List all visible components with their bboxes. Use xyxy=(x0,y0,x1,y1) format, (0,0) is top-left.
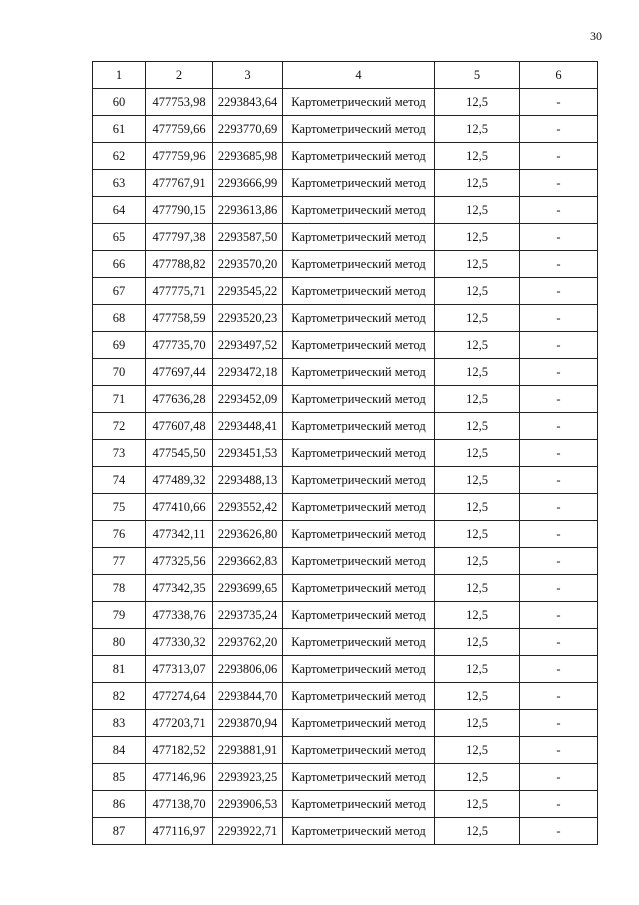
x-coordinate-cell: 477410,66 xyxy=(146,494,213,521)
note-cell: - xyxy=(520,548,598,575)
x-coordinate-cell: 477342,11 xyxy=(146,521,213,548)
note-cell: - xyxy=(520,89,598,116)
accuracy-cell: 12,5 xyxy=(435,656,520,683)
x-coordinate-cell: 477203,71 xyxy=(146,710,213,737)
point-number-cell: 76 xyxy=(93,521,146,548)
note-cell: - xyxy=(520,710,598,737)
point-number-cell: 69 xyxy=(93,332,146,359)
method-cell: Картометрический метод xyxy=(283,440,435,467)
y-coordinate-cell: 2293451,53 xyxy=(213,440,283,467)
x-coordinate-cell: 477338,76 xyxy=(146,602,213,629)
table-row xyxy=(93,197,598,224)
x-coordinate-cell: 477325,56 xyxy=(146,548,213,575)
method-cell: Картометрический метод xyxy=(283,764,435,791)
x-coordinate-cell: 477767,91 xyxy=(146,170,213,197)
page-number: 30 xyxy=(590,29,602,43)
x-coordinate-cell: 477735,70 xyxy=(146,332,213,359)
note-cell: - xyxy=(520,305,598,332)
y-coordinate-cell: 2293520,23 xyxy=(213,305,283,332)
y-coordinate-cell: 2293699,65 xyxy=(213,575,283,602)
x-coordinate-cell: 477146,96 xyxy=(146,764,213,791)
x-coordinate-cell: 477545,50 xyxy=(146,440,213,467)
note-cell: - xyxy=(520,251,598,278)
accuracy-cell: 12,5 xyxy=(435,602,520,629)
note-cell: - xyxy=(520,116,598,143)
point-number-cell: 72 xyxy=(93,413,146,440)
point-number-cell: 67 xyxy=(93,278,146,305)
method-cell: Картометрический метод xyxy=(283,332,435,359)
note-cell: - xyxy=(520,467,598,494)
y-coordinate-cell: 2293685,98 xyxy=(213,143,283,170)
header-cell-3: 3 xyxy=(213,62,283,89)
table-row xyxy=(93,629,598,656)
accuracy-cell: 12,5 xyxy=(435,575,520,602)
table-row xyxy=(93,521,598,548)
table-row xyxy=(93,89,598,116)
method-cell: Картометрический метод xyxy=(283,683,435,710)
x-coordinate-cell: 477775,71 xyxy=(146,278,213,305)
method-cell: Картометрический метод xyxy=(283,278,435,305)
accuracy-cell: 12,5 xyxy=(435,548,520,575)
point-number-cell: 60 xyxy=(93,89,146,116)
point-number-cell: 66 xyxy=(93,251,146,278)
y-coordinate-cell: 2293666,99 xyxy=(213,170,283,197)
point-number-cell: 74 xyxy=(93,467,146,494)
table-row xyxy=(93,143,598,170)
note-cell: - xyxy=(520,494,598,521)
note-cell: - xyxy=(520,521,598,548)
method-cell: Картометрический метод xyxy=(283,818,435,845)
method-cell: Картометрический метод xyxy=(283,548,435,575)
method-cell: Картометрический метод xyxy=(283,197,435,224)
y-coordinate-cell: 2293844,70 xyxy=(213,683,283,710)
table-row xyxy=(93,494,598,521)
x-coordinate-cell: 477182,52 xyxy=(146,737,213,764)
table-row xyxy=(93,116,598,143)
note-cell: - xyxy=(520,602,598,629)
x-coordinate-cell: 477788,82 xyxy=(146,251,213,278)
y-coordinate-cell: 2293488,13 xyxy=(213,467,283,494)
point-number-cell: 85 xyxy=(93,764,146,791)
point-number-cell: 86 xyxy=(93,791,146,818)
x-coordinate-cell: 477607,48 xyxy=(146,413,213,440)
accuracy-cell: 12,5 xyxy=(435,494,520,521)
accuracy-cell: 12,5 xyxy=(435,818,520,845)
table-row xyxy=(93,440,598,467)
point-number-cell: 87 xyxy=(93,818,146,845)
y-coordinate-cell: 2293870,94 xyxy=(213,710,283,737)
header-cell-6: 6 xyxy=(520,62,598,89)
point-number-cell: 70 xyxy=(93,359,146,386)
table-row xyxy=(93,467,598,494)
method-cell: Картометрический метод xyxy=(283,521,435,548)
table-row xyxy=(93,386,598,413)
accuracy-cell: 12,5 xyxy=(435,467,520,494)
accuracy-cell: 12,5 xyxy=(435,251,520,278)
method-cell: Картометрический метод xyxy=(283,494,435,521)
x-coordinate-cell: 477759,96 xyxy=(146,143,213,170)
accuracy-cell: 12,5 xyxy=(435,197,520,224)
method-cell: Картометрический метод xyxy=(283,737,435,764)
header-cell-5: 5 xyxy=(435,62,520,89)
table-row xyxy=(93,737,598,764)
accuracy-cell: 12,5 xyxy=(435,359,520,386)
coordinates-table xyxy=(92,61,598,845)
table-row xyxy=(93,791,598,818)
x-coordinate-cell: 477759,66 xyxy=(146,116,213,143)
y-coordinate-cell: 2293472,18 xyxy=(213,359,283,386)
note-cell: - xyxy=(520,143,598,170)
accuracy-cell: 12,5 xyxy=(435,629,520,656)
note-cell: - xyxy=(520,170,598,197)
method-cell: Картометрический метод xyxy=(283,386,435,413)
y-coordinate-cell: 2293626,80 xyxy=(213,521,283,548)
y-coordinate-cell: 2293762,20 xyxy=(213,629,283,656)
note-cell: - xyxy=(520,656,598,683)
y-coordinate-cell: 2293448,41 xyxy=(213,413,283,440)
note-cell: - xyxy=(520,278,598,305)
accuracy-cell: 12,5 xyxy=(435,89,520,116)
y-coordinate-cell: 2293452,09 xyxy=(213,386,283,413)
accuracy-cell: 12,5 xyxy=(435,170,520,197)
note-cell: - xyxy=(520,224,598,251)
accuracy-cell: 12,5 xyxy=(435,764,520,791)
note-cell: - xyxy=(520,440,598,467)
accuracy-cell: 12,5 xyxy=(435,440,520,467)
method-cell: Картометрический метод xyxy=(283,656,435,683)
x-coordinate-cell: 477313,07 xyxy=(146,656,213,683)
point-number-cell: 65 xyxy=(93,224,146,251)
accuracy-cell: 12,5 xyxy=(435,791,520,818)
note-cell: - xyxy=(520,359,598,386)
point-number-cell: 61 xyxy=(93,116,146,143)
note-cell: - xyxy=(520,332,598,359)
header-cell-2: 2 xyxy=(146,62,213,89)
method-cell: Картометрический метод xyxy=(283,116,435,143)
y-coordinate-cell: 2293806,06 xyxy=(213,656,283,683)
table-row xyxy=(93,170,598,197)
x-coordinate-cell: 477790,15 xyxy=(146,197,213,224)
note-cell: - xyxy=(520,575,598,602)
point-number-cell: 84 xyxy=(93,737,146,764)
x-coordinate-cell: 477753,98 xyxy=(146,89,213,116)
note-cell: - xyxy=(520,791,598,818)
point-number-cell: 78 xyxy=(93,575,146,602)
table-row xyxy=(93,413,598,440)
accuracy-cell: 12,5 xyxy=(435,521,520,548)
x-coordinate-cell: 477342,35 xyxy=(146,575,213,602)
table-row xyxy=(93,251,598,278)
point-number-cell: 77 xyxy=(93,548,146,575)
accuracy-cell: 12,5 xyxy=(435,386,520,413)
method-cell: Картометрический метод xyxy=(283,575,435,602)
table-row xyxy=(93,710,598,737)
method-cell: Картометрический метод xyxy=(283,413,435,440)
method-cell: Картометрический метод xyxy=(283,629,435,656)
point-number-cell: 63 xyxy=(93,170,146,197)
x-coordinate-cell: 477138,70 xyxy=(146,791,213,818)
method-cell: Картометрический метод xyxy=(283,305,435,332)
y-coordinate-cell: 2293770,69 xyxy=(213,116,283,143)
method-cell: Картометрический метод xyxy=(283,791,435,818)
table-row xyxy=(93,332,598,359)
accuracy-cell: 12,5 xyxy=(435,413,520,440)
method-cell: Картометрический метод xyxy=(283,359,435,386)
table-row xyxy=(93,548,598,575)
y-coordinate-cell: 2293906,53 xyxy=(213,791,283,818)
point-number-cell: 80 xyxy=(93,629,146,656)
point-number-cell: 79 xyxy=(93,602,146,629)
header-cell-4: 4 xyxy=(283,62,435,89)
point-number-cell: 81 xyxy=(93,656,146,683)
header-cell-1: 1 xyxy=(93,62,146,89)
x-coordinate-cell: 477116,97 xyxy=(146,818,213,845)
accuracy-cell: 12,5 xyxy=(435,737,520,764)
accuracy-cell: 12,5 xyxy=(435,305,520,332)
y-coordinate-cell: 2293922,71 xyxy=(213,818,283,845)
method-cell: Картометрический метод xyxy=(283,89,435,116)
table-row xyxy=(93,818,598,845)
y-coordinate-cell: 2293735,24 xyxy=(213,602,283,629)
table-row xyxy=(93,305,598,332)
y-coordinate-cell: 2293545,22 xyxy=(213,278,283,305)
table-row xyxy=(93,278,598,305)
y-coordinate-cell: 2293923,25 xyxy=(213,764,283,791)
table-row xyxy=(93,575,598,602)
y-coordinate-cell: 2293613,86 xyxy=(213,197,283,224)
note-cell: - xyxy=(520,737,598,764)
accuracy-cell: 12,5 xyxy=(435,332,520,359)
accuracy-cell: 12,5 xyxy=(435,683,520,710)
method-cell: Картометрический метод xyxy=(283,602,435,629)
method-cell: Картометрический метод xyxy=(283,251,435,278)
note-cell: - xyxy=(520,413,598,440)
note-cell: - xyxy=(520,197,598,224)
x-coordinate-cell: 477636,28 xyxy=(146,386,213,413)
method-cell: Картометрический метод xyxy=(283,710,435,737)
method-cell: Картометрический метод xyxy=(283,467,435,494)
x-coordinate-cell: 477330,32 xyxy=(146,629,213,656)
accuracy-cell: 12,5 xyxy=(435,710,520,737)
accuracy-cell: 12,5 xyxy=(435,224,520,251)
x-coordinate-cell: 477274,64 xyxy=(146,683,213,710)
header-row xyxy=(93,62,598,89)
table-row xyxy=(93,602,598,629)
accuracy-cell: 12,5 xyxy=(435,278,520,305)
x-coordinate-cell: 477489,32 xyxy=(146,467,213,494)
point-number-cell: 71 xyxy=(93,386,146,413)
table-row xyxy=(93,683,598,710)
note-cell: - xyxy=(520,818,598,845)
note-cell: - xyxy=(520,764,598,791)
point-number-cell: 75 xyxy=(93,494,146,521)
note-cell: - xyxy=(520,386,598,413)
accuracy-cell: 12,5 xyxy=(435,116,520,143)
point-number-cell: 64 xyxy=(93,197,146,224)
table-body xyxy=(93,89,598,845)
table-row xyxy=(93,764,598,791)
point-number-cell: 68 xyxy=(93,305,146,332)
method-cell: Картометрический метод xyxy=(283,143,435,170)
table-row xyxy=(93,359,598,386)
accuracy-cell: 12,5 xyxy=(435,143,520,170)
y-coordinate-cell: 2293662,83 xyxy=(213,548,283,575)
point-number-cell: 62 xyxy=(93,143,146,170)
note-cell: - xyxy=(520,683,598,710)
method-cell: Картометрический метод xyxy=(283,170,435,197)
table-row xyxy=(93,656,598,683)
x-coordinate-cell: 477758,59 xyxy=(146,305,213,332)
method-cell: Картометрический метод xyxy=(283,224,435,251)
point-number-cell: 73 xyxy=(93,440,146,467)
note-cell: - xyxy=(520,629,598,656)
y-coordinate-cell: 2293587,50 xyxy=(213,224,283,251)
y-coordinate-cell: 2293881,91 xyxy=(213,737,283,764)
table-row xyxy=(93,224,598,251)
x-coordinate-cell: 477697,44 xyxy=(146,359,213,386)
y-coordinate-cell: 2293497,52 xyxy=(213,332,283,359)
point-number-cell: 83 xyxy=(93,710,146,737)
y-coordinate-cell: 2293843,64 xyxy=(213,89,283,116)
table-header xyxy=(93,62,598,89)
x-coordinate-cell: 477797,38 xyxy=(146,224,213,251)
point-number-cell: 82 xyxy=(93,683,146,710)
y-coordinate-cell: 2293552,42 xyxy=(213,494,283,521)
y-coordinate-cell: 2293570,20 xyxy=(213,251,283,278)
